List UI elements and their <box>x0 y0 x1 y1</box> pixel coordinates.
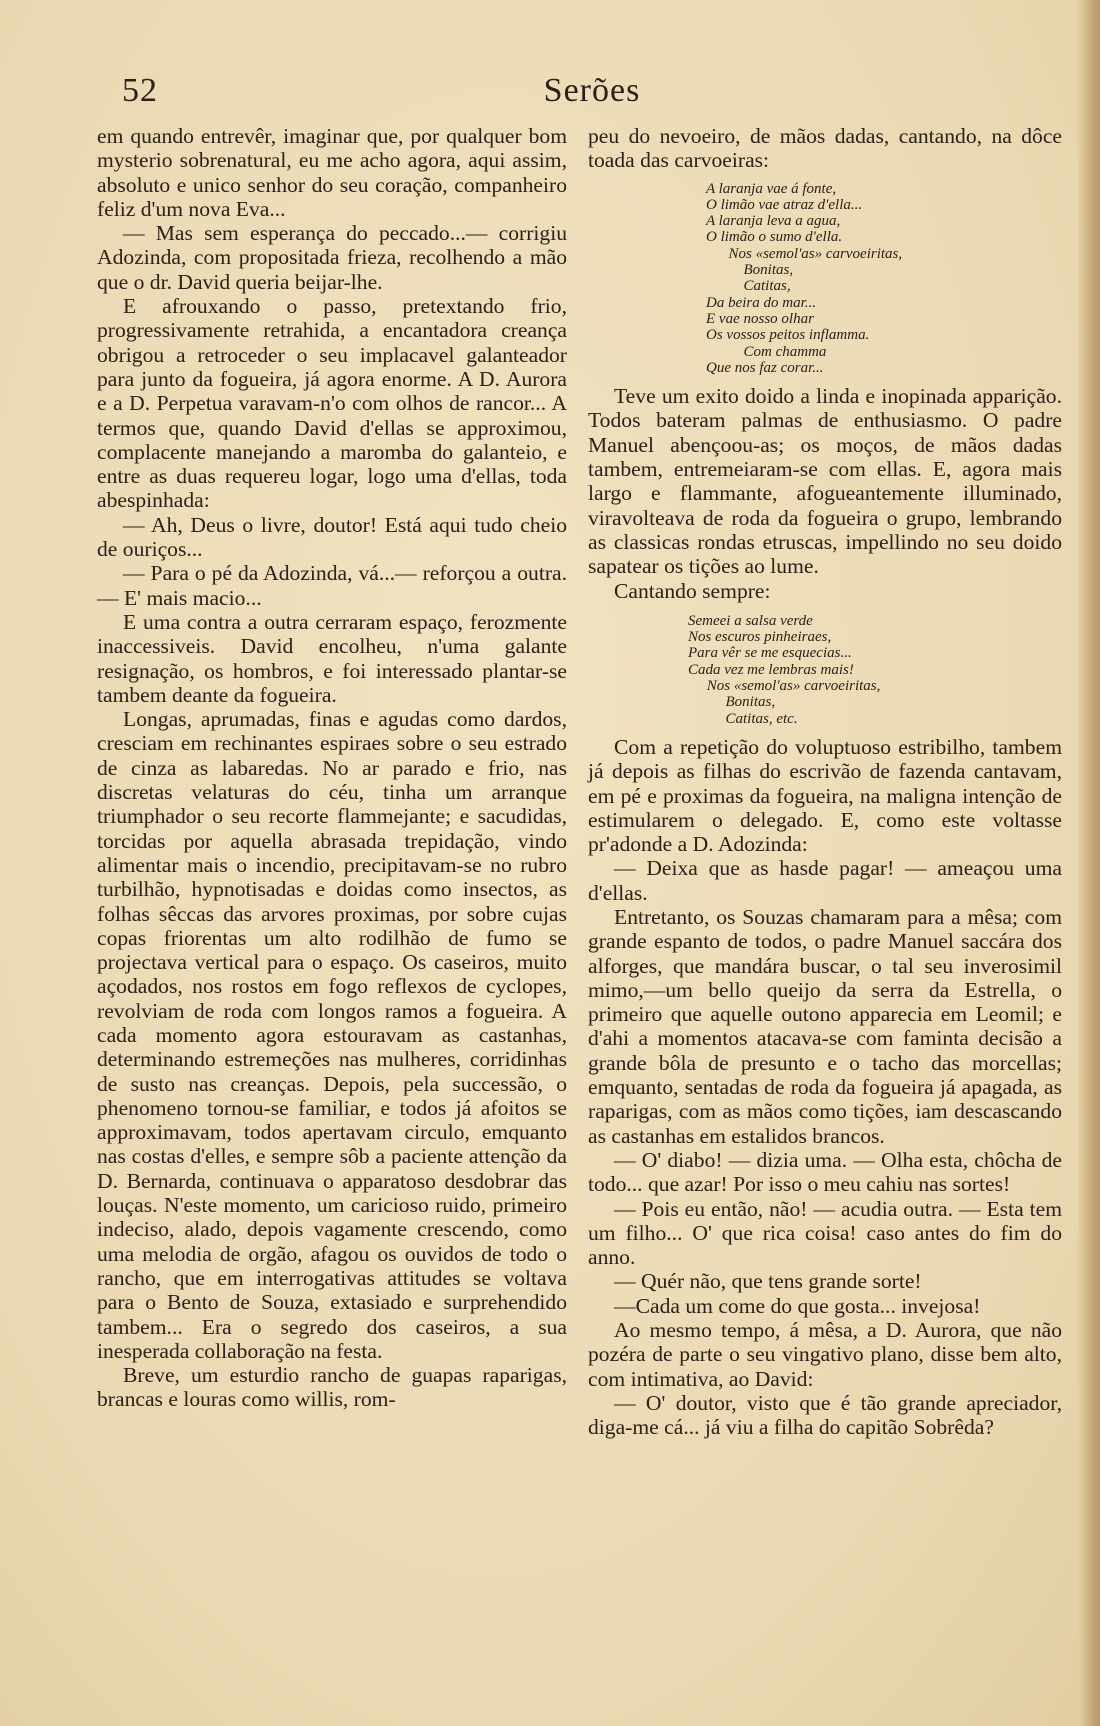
paragraph: — Para o pé da Adozinda, vá...— reforçou a outra. — E' mais macio... <box>97 561 567 610</box>
right-column <box>588 124 1062 1440</box>
paragraph: — O' diabo! — dizia uma. — Olha esta, chôcha de todo... que azar! Por isso o meu cahiu nas sortes! <box>588 1147 1062 1197</box>
paragraph: —Cada um come do que gosta... invejosa! <box>614 1293 981 1318</box>
paragraph: — Pois eu então, não! — acudia outra. — Esta tem um filho... O' que rica coisa! caso antes do fim do anno. <box>588 1196 1062 1270</box>
paragraph: — Mas sem esperança do peccado...— corrigiu Adozinda, com propositada frieza, recolhendo a mão que o dr. David queria beijar-lhe. <box>97 221 567 294</box>
paragraph: Cantando sempre: <box>614 578 771 603</box>
paragraph: — O' doutor, visto que é tão grande apreciador, diga-me cá... já viu a filha do capitão Sobrêda? <box>588 1390 1062 1440</box>
paragraph: Com a repetição do voluptuoso estribilho, tambem já depois as filhas do escrivão de fazenda cantavam, em pé e proximas da fogueira, na maligna intenção de estimularem o delegado. E, como este voltasse pr'adonde a D. Adozinda: <box>588 734 1062 857</box>
paragraph: E uma contra a outra cerraram espaço, ferozmente inaccessiveis. David encolheu, n'uma galante resignação, os hombros, e foi interessado plantar-se tambem deante da fogueira. <box>97 609 567 707</box>
journal-title: Serões <box>543 72 641 109</box>
running-header <box>122 72 1062 122</box>
paragraph: — Ah, Deus o livre, doutor! Está aqui tudo cheio de ouriços... <box>97 512 567 562</box>
paragraph: Entretanto, os Souzas chamaram para a mêsa; com grande espanto de todos, o padre Manuel saccára dos alforges, que mandára buscar, o tal seu inverosimil mimo,—um bello queijo da serra da Estrella, o primeiro que aquelle outono apparecia em Leomil; e d'ahi a momentos atacava-se com faminta decisão a grande bôla de presunto e o tacho das morcellas; emquanto, sentadas de roda da fogueira já apagada, as raparigas, com as mãos como tições, iam descascando as castanhas em estalidos brancos. <box>588 904 1062 1148</box>
paragraph: — Quér não, que tens grande sorte! <box>614 1269 922 1294</box>
left-column <box>97 124 567 1412</box>
paragraph: Ao mesmo tempo, á mêsa, a D. Aurora, que não pozéra de parte o seu vingativo plano, disse bem alto, com intimativa, ao David: <box>588 1318 1062 1391</box>
paragraph: — Deixa que as hasde pagar! — ameaçou uma d'ellas. <box>588 856 1062 905</box>
paragraph: Teve um exito doido a linda e inopinada apparição. Todos bateram palmas de enthusiasmo. O padre Manuel abençoou-as; os moços, de mãos dadas tambem, entremeiaram-se com ellas. E, agora mais largo e flammante, afogueantemente illuminado, viravolteava de roda da fogueira o grupo, lembrando as classicas rondas etruscas, impellindo no seu doido sapatear os tições ao lume. <box>588 384 1062 579</box>
song-verse: Semeei a salsa verde Nos escuros pinheiraes, Para vêr se me esquecias... Cada vez me lembras mais! Nos «semol'as» carvoeiritas, Bonitas, Catitas, etc. <box>688 612 881 727</box>
paragraph: E afrouxando o passo, pretextando frio, progressivamente retrahida, a encantadora creança obrigou a retroceder o seu implacavel galanteador para junto da fogueira, já agora enorme. A D. Aurora e a D. Perpetua varavam-n'o com olhos de rancor... A termos que, quando David d'ellas se approximou, complacente manejando a maromba do galanteio, e entre as duas requereu logar, logo uma d'ellas, toda abespinhada: <box>97 294 567 513</box>
paragraph: Breve, um esturdio rancho de guapas raparigas, brancas e louras como willis, rom- <box>97 1363 567 1412</box>
page-number: 52 <box>122 72 158 109</box>
paragraph: Longas, aprumadas, finas e agudas como dardos, cresciam em rechinantes espiraes sobre o seu estrado de cinza as labaredas. No ar parado e frio, nas discretas velaturas do céu, tinha um arranque triumphador o seu recorte flammejante; e sacudidas, torcidas por aquella abrasada trepidação, vindo alimentar mais o incendio, precipitavam-se no rubro turbilhão, hypnotisadas e doidas como insectos, as folhas sêccas das arvores proximas, por sobre cujas copas friorentas um alto rodilhão de fumo se projectava vertical para o espaço. Os caseiros, muito açodados, nos rostos em fogo reflexos de cyclopes, revolviam de roda com longos ramos a fogueira. A cada momento agora estouravam as castanhas, determinando estremeções nas mulheres, corridinhas de susto nas creanças. Depois, pela successão, o phenomeno tornou-se familiar, e todos já afoitos se approximavam, todos apertavam circulo, emquanto nas costas d'elles, e sempre sôb a paciente attenção da D. Bernarda, continuava o apparatoso desdobrar das louças. N'este momento, um caricioso ruido, primeiro indeciso, alado, depois vagamente crescendo, como uma melodia de orgão, afagou os ouvidos de todo o rancho, que em interrogativas attitudes se voltava para o Bento de Souza, extasiado e surprehendido tambem... Era o segredo dos caseiros, a sua inesperada collaboração na festa. <box>97 707 567 1363</box>
paragraph: em quando entrevêr, imaginar que, por qualquer bom mysterio sobrenatural, eu me acho agora, aqui assim, absoluto e unico senhor do seu coração, companheiro feliz d'um nova Eva... <box>97 124 567 221</box>
page-edge-shadow <box>1078 0 1100 1726</box>
paragraph: peu do nevoeiro, de mãos dadas, cantando, na dôce toada das carvoeiras: <box>588 124 1062 173</box>
song-verse: A laranja vae á fonte, O limão vae atraz d'ella... A laranja leva a agua, O limão o sumo d'ella. Nos «semol'as» carvoeiritas, Bonitas, Catitas, Da beira do mar... E vae nosso olhar Os vossos peitos inflamma. Com chamma Que nos faz corar... <box>706 180 903 376</box>
